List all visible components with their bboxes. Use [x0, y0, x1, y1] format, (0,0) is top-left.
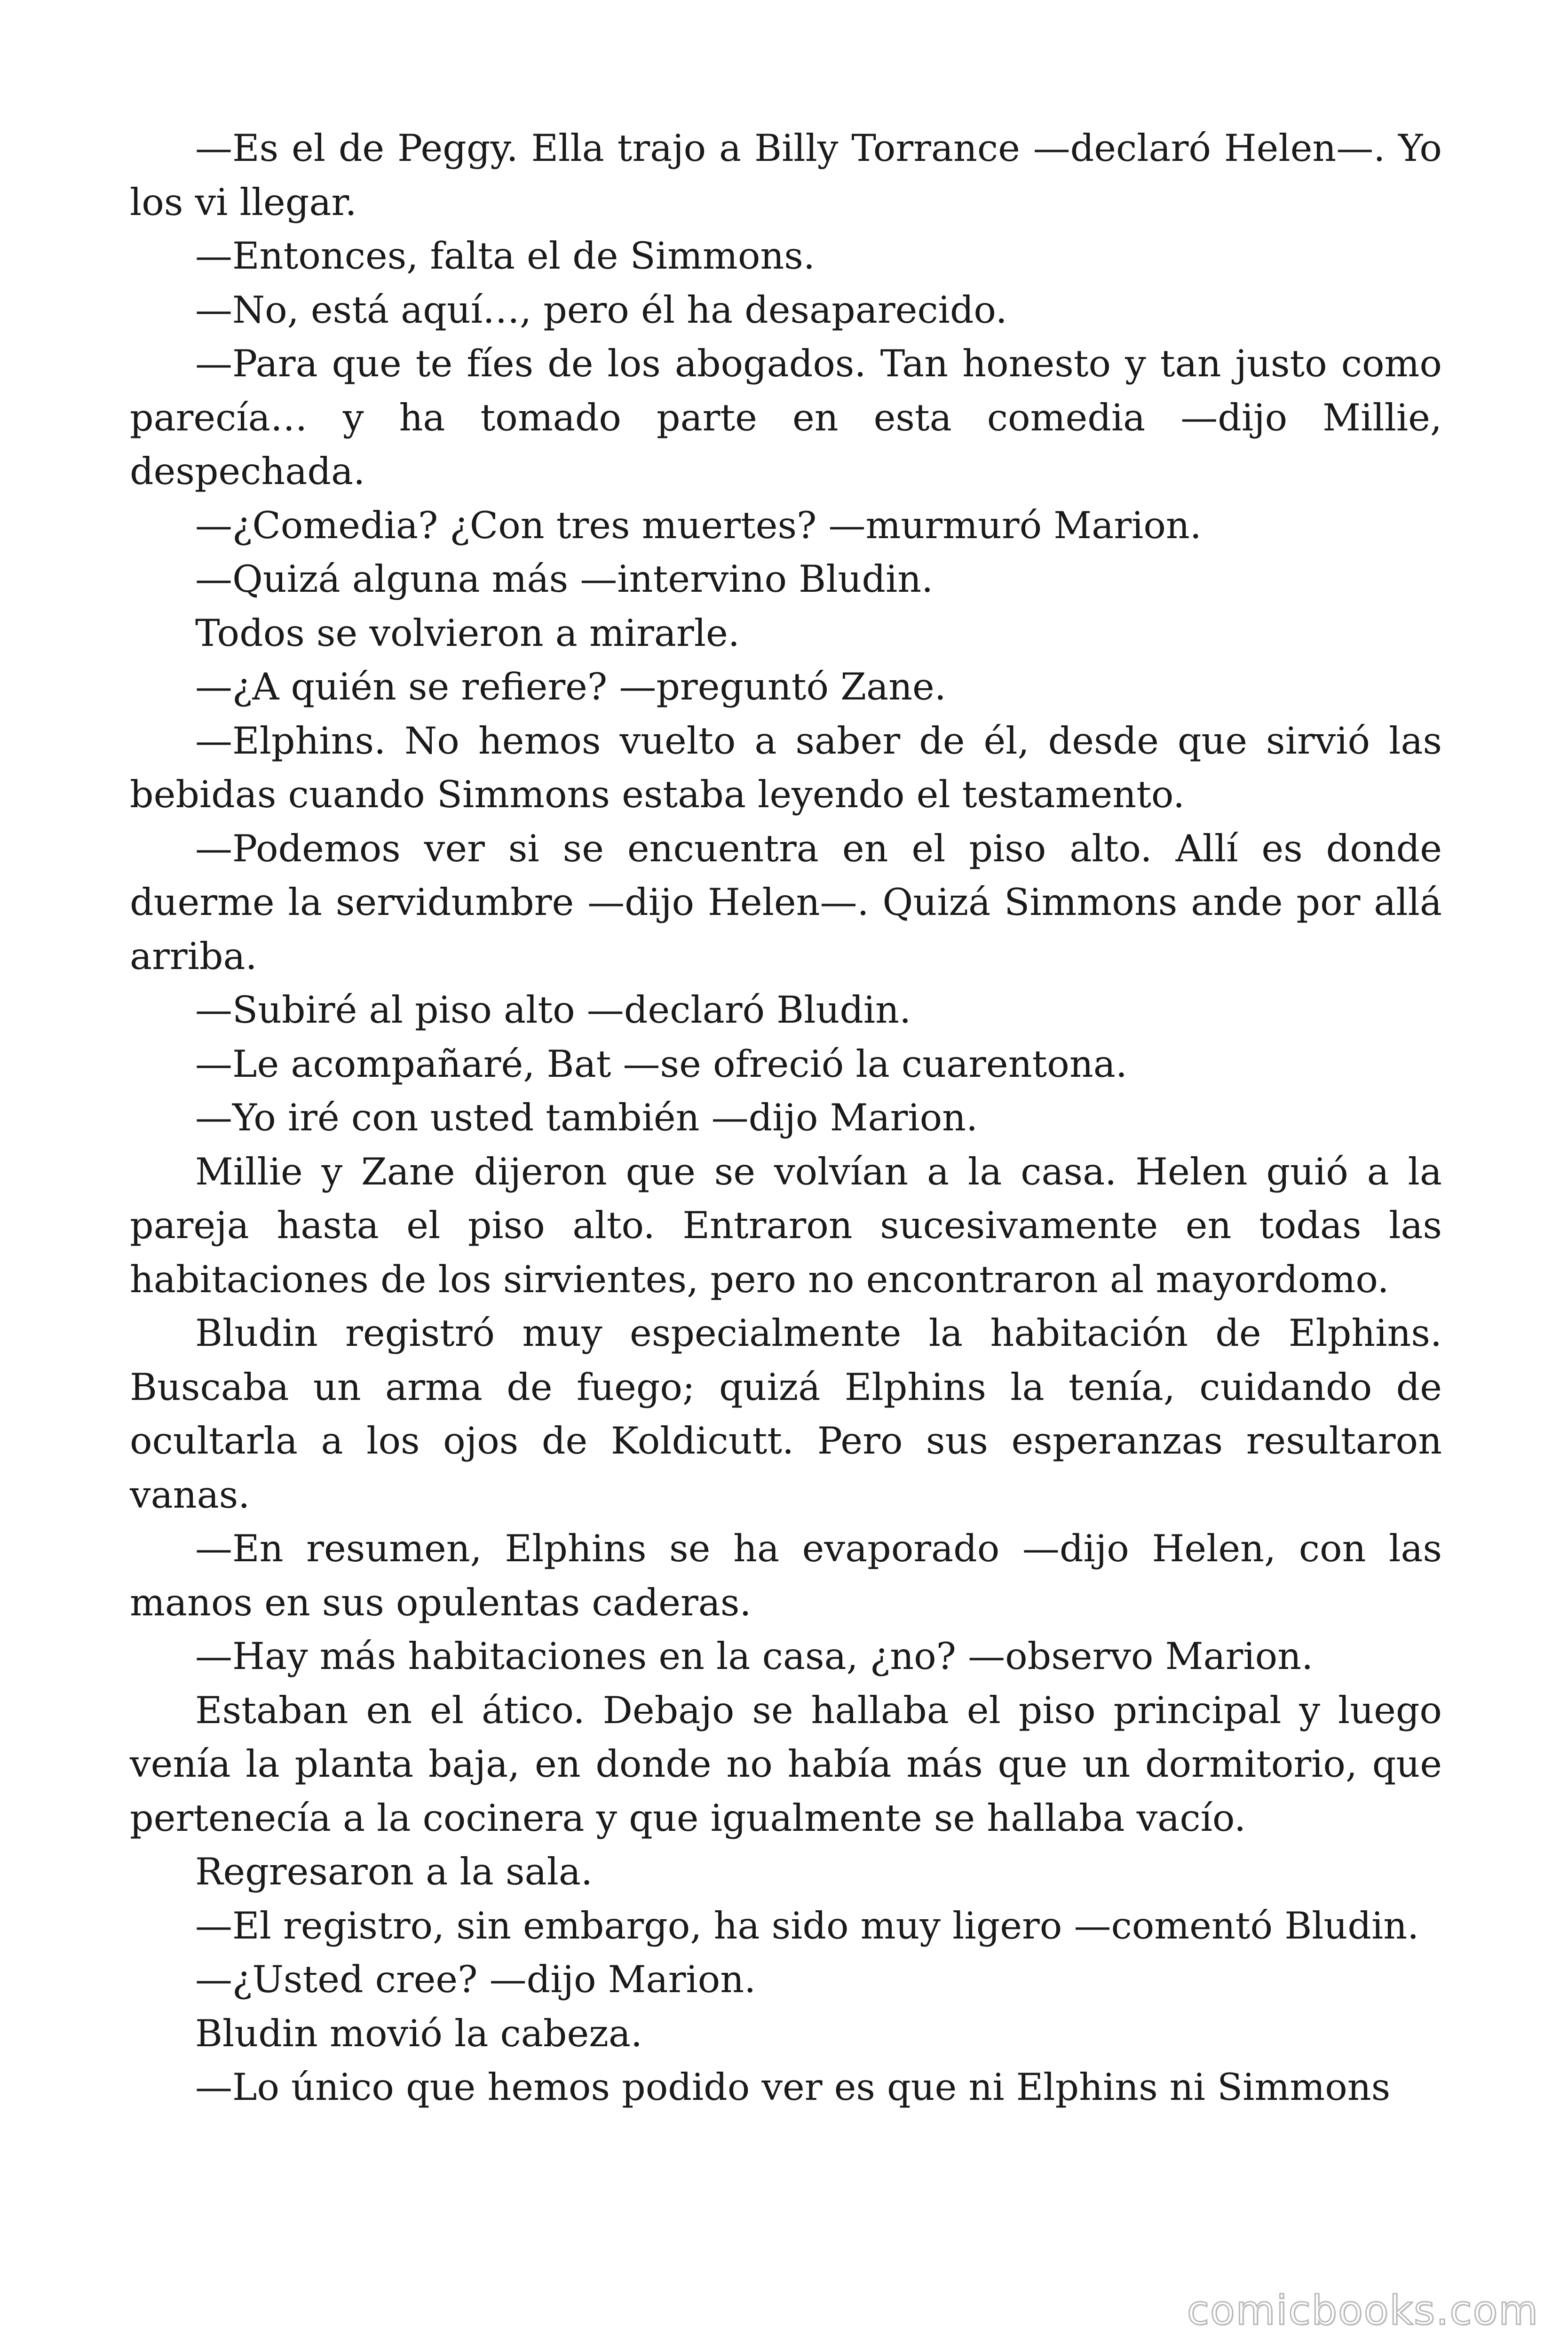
paragraph: —¿Comedia? ¿Con tres muertes? —murmuró Marion.	[195, 503, 1202, 547]
paragraph: —Le acompañaré, Bat —se ofreció la cuarentona.	[195, 1042, 1127, 1086]
paragraph: Bludin movió la cabeza.	[195, 2011, 643, 2055]
paragraph: —Es el de Peggy. Ella trajo a Billy Torrance —declaró Helen—. Yo los vi llegar.	[130, 127, 1442, 224]
paragraph: Millie y Zane dijeron que se volvían a la casa. Helen guió a la pareja hasta el piso alto. Entraron sucesivamente en todas las habitaciones de los sirvientes, pero no encontraron al mayordomo.	[130, 1150, 1442, 1301]
paragraph: —Elphins. No hemos vuelto a saber de él, desde que sirvió las bebidas cuando Simmons estaba leyendo el testamento.	[130, 719, 1442, 816]
paragraph: —No, está aquí…, pero él ha desaparecido.	[195, 288, 1007, 332]
paragraph: Todos se volvieron a mirarle.	[195, 611, 740, 655]
paragraph: Bludin registró muy especialmente la habitación de Elphins. Buscaba un arma de fuego; quizá Elphins la tenía, cuidando de ocultarla a los ojos de Koldicutt. Pero sus esperanzas resultaron vanas.	[130, 1311, 1442, 1517]
paragraph: —En resumen, Elphins se ha evaporado —dijo Helen, con las manos en sus opulentas caderas.	[130, 1527, 1442, 1624]
paragraph: —Podemos ver si se encuentra en el piso alto. Allí es donde duerme la servidumbre —dijo Helen—. Quizá Simmons ande por allá arriba.	[130, 826, 1442, 978]
paragraph: —¿Usted cree? —dijo Marion.	[195, 1958, 756, 2001]
paragraph: —El registro, sin embargo, ha sido muy ligero —comentó Bludin.	[195, 1904, 1419, 1947]
paragraph: —Hay más habitaciones en la casa, ¿no? —observo Marion.	[195, 1635, 1314, 1678]
paragraph: Regresaron a la sala.	[195, 1850, 593, 1893]
body-text	[130, 121, 1442, 2114]
paragraph: —Quizá alguna más —intervino Bludin.	[195, 557, 934, 601]
paragraph: —Subiré al piso alto —declaró Bludin.	[195, 988, 911, 1032]
paragraph: —¿A quién se refiere? —preguntó Zane.	[195, 665, 946, 708]
paragraph: —Yo iré con usted también —dijo Marion.	[195, 1096, 978, 1139]
paragraph: —Lo único que hemos podido ver es que ni Elphins ni Simmons	[195, 2066, 1391, 2109]
paragraph: —Para que te fíes de los abogados. Tan honesto y tan justo como parecía… y ha tomado parte en esta comedia —dijo Millie, despechada.	[130, 342, 1442, 493]
paragraph: —Entonces, falta el de Simmons.	[195, 234, 815, 278]
watermark: comicbooks.com	[1187, 2287, 1539, 2334]
paragraph: Estaban en el ático. Debajo se hallaba el piso principal y luego venía la planta baja, en donde no había más que un dormitorio, que pertenecía a la cocinera y que igualmente se hallaba vacío.	[130, 1688, 1442, 1840]
